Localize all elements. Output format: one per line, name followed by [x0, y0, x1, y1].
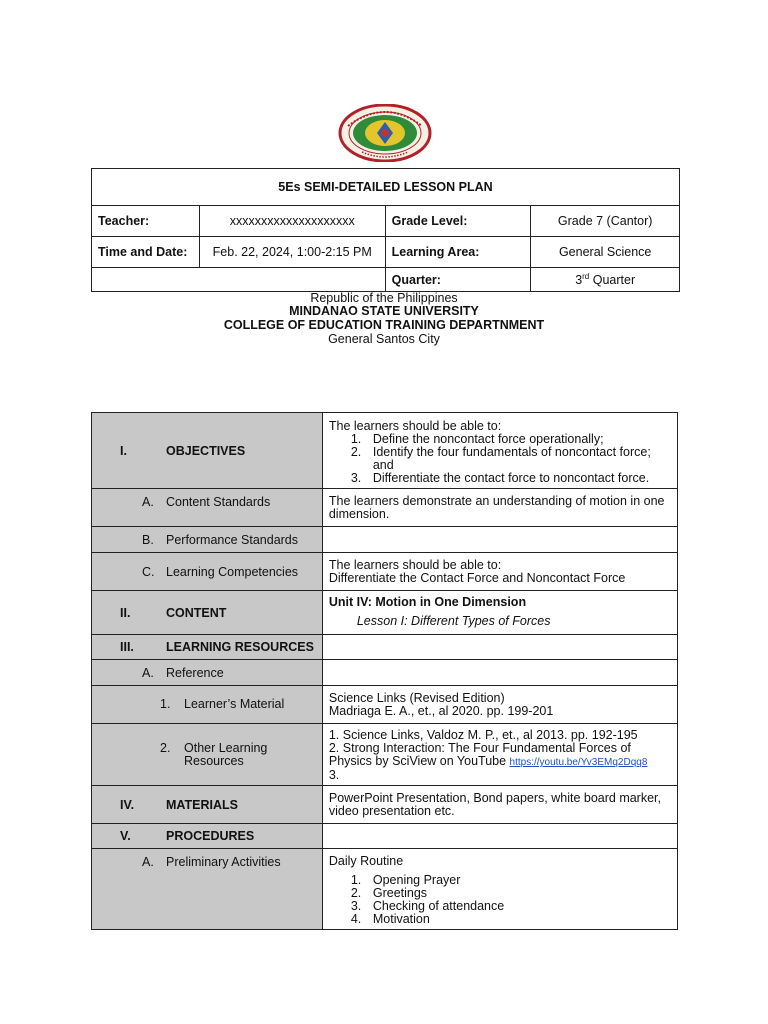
masthead-university: MINDANAO STATE UNIVERSITY	[289, 304, 479, 318]
content-standards-row: A. Content Standards The learners demonstrate an understanding of motion in one dimension.	[92, 489, 678, 527]
list-item: 2. Greetings	[350, 886, 428, 900]
lesson-plan-table	[91, 412, 678, 930]
other-resources-row: 2. Other Learning Resources 1. Science Links, Valdoz M. P., et., al 2013. pp. 192-195 2. Strong Interaction: The Four Fundamental Forces of Physics by SciView on YouTube https://youtu.be/Yv3EMq2Dqq8 3.	[92, 724, 678, 786]
grade-level-label: Grade Level:	[385, 206, 531, 237]
teacher-label: Teacher:	[92, 206, 200, 237]
lesson-plan-header-table	[91, 168, 680, 292]
reference-row: A. Reference	[92, 660, 678, 686]
teacher-value: xxxxxxxxxxxxxxxxxxxx	[199, 206, 385, 237]
learners-material-row: 1. Learner’s Material Science Links (Revised Edition) Madriaga E. A., et., al 2020. pp. 199-201	[92, 686, 678, 724]
objectives-row: I. OBJECTIVES The learners should be able to: 1. Define the noncontact force operationally; 2. Identify the four fundamentals of noncontact force; and 3. Differentiate the contact force to noncontact force.	[92, 413, 678, 489]
empty-cell	[92, 268, 386, 292]
preliminary-activities-row: A. Preliminary Activities Daily Routine 1. Opening Prayer 2. Greetings 3. Checking of attendance 4. Motivation	[92, 849, 678, 930]
objectives-heading: OBJECTIVES	[166, 443, 246, 458]
learning-area-value: General Science	[531, 237, 680, 268]
performance-standards-row: B. Performance Standards	[92, 527, 678, 553]
learning-competencies-row: C. Learning Competencies The learners should be able to: Differentiate the Contact Force and Noncontact Force	[92, 553, 678, 591]
quarter-label: Quarter:	[385, 268, 531, 292]
content-row: II. CONTENT Unit IV: Motion in One Dimension Lesson I: Different Types of Forces	[92, 591, 678, 635]
materials-heading: MATERIALS	[166, 797, 238, 812]
procedures-row: V. PROCEDURES	[92, 824, 678, 849]
grade-level-value: Grade 7 (Cantor)	[531, 206, 680, 237]
materials-row: IV. MATERIALS PowerPoint Presentation, Bond papers, white board marker, video presentation etc.	[92, 786, 678, 824]
quarter-value: 3rd Quarter	[531, 268, 680, 292]
list-item: 1. Define the noncontact force operationally;	[350, 432, 604, 446]
content-heading: CONTENT	[166, 605, 227, 620]
learning-area-label: Learning Area:	[385, 237, 531, 268]
masthead-republic: Republic of the Philippines	[310, 291, 458, 305]
lesson-plan-title: 5Es SEMI-DETAILED LESSON PLAN	[92, 169, 680, 206]
youtube-link[interactable]: https://youtu.be/Yv3EMq2Dqq8	[509, 757, 648, 768]
learning-resources-row: III. LEARNING RESOURCES	[92, 635, 678, 660]
procedures-heading: PROCEDURES	[166, 829, 255, 843]
list-item: 1. Opening Prayer	[350, 873, 461, 887]
list-item: 2. Identify the four fundamentals of noncontact force; and	[350, 445, 651, 472]
daily-routine-list	[329, 874, 671, 926]
list-item: 3. Differentiate the contact force to noncontact force.	[350, 471, 650, 485]
time-date-label: Time and Date:	[92, 237, 200, 268]
time-date-value: Feb. 22, 2024, 1:00-2:15 PM	[199, 237, 385, 268]
objectives-list	[329, 433, 671, 485]
list-item: 3. Checking of attendance	[350, 899, 505, 913]
masthead-college: COLLEGE OF EDUCATION TRAINING DEPARTNMENT	[223, 318, 545, 332]
list-item: 4. Motivation	[350, 912, 430, 926]
learning-resources-heading: LEARNING RESOURCES	[166, 640, 314, 654]
university-seal-logo	[338, 104, 432, 162]
masthead-city: General Santos City	[328, 332, 440, 346]
